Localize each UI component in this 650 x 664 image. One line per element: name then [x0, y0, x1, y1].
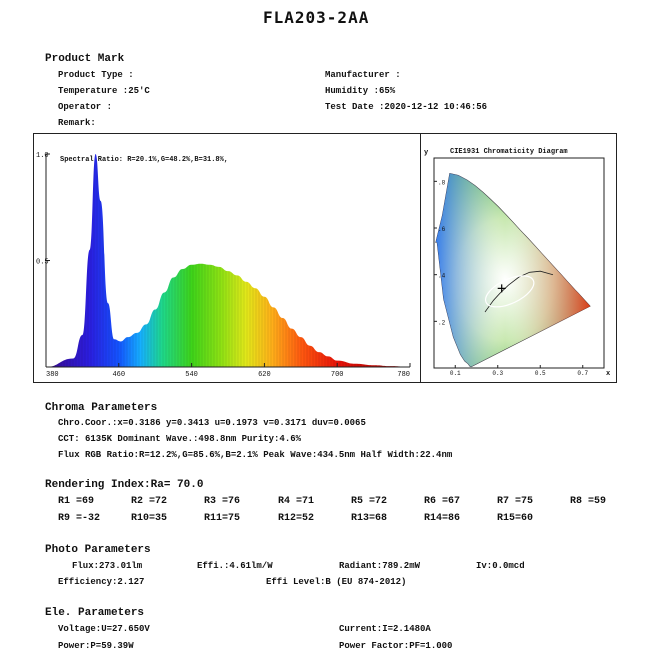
r10-value: R10=35 — [131, 513, 168, 524]
chroma-heading: Chroma Parameters — [45, 402, 158, 414]
cie-y-tick-label: .6 — [438, 226, 446, 233]
spectrum-y-tick-label: 0.5 — [36, 258, 49, 267]
humidity-label: Humidity :65% — [325, 86, 396, 96]
current-value: Current:I=2.1480A — [339, 624, 431, 634]
spectrum-x-tick-label: 460 — [112, 371, 126, 376]
effi-value: Effi.:4.61lm/W — [197, 561, 273, 571]
cie-chart — [424, 136, 614, 376]
cie-frame-divider — [420, 133, 421, 383]
r15-value: R15=60 — [497, 513, 534, 524]
cie-y-tick-label: .8 — [438, 179, 446, 187]
product-type-label: Product Type : — [58, 70, 134, 80]
manufacturer-label: Manufacturer : — [325, 70, 401, 80]
iv-value: Iv:0.0mcd — [476, 561, 525, 571]
cie-x-tick-label: 0.5 — [534, 370, 546, 376]
effi-level-value: Effi Level:B (EU 874-2012) — [266, 577, 407, 587]
cie-x-tick-label: 0.1 — [449, 370, 461, 376]
spectrum-x-tick-label: 380 — [46, 371, 59, 376]
voltage-value: Voltage:U=27.650V — [58, 624, 150, 634]
cie-x-axis-label: x — [606, 370, 611, 376]
cie-y-tick-label: .4 — [438, 272, 446, 280]
r11-value: R11=75 — [204, 513, 241, 524]
r5-value: R5 =72 — [351, 496, 388, 507]
r13-value: R13=68 — [351, 513, 388, 524]
cie-content — [424, 149, 611, 376]
r4-value: R4 =71 — [278, 496, 315, 507]
r9-value: R9 =-32 — [58, 513, 101, 524]
report-title: FLA203-2AA — [263, 8, 370, 27]
cie-x-tick-label: 0.7 — [577, 370, 589, 376]
cie-y-axis-label: y — [424, 149, 429, 157]
cie-x-tick-label: 0.3 — [492, 370, 504, 376]
radiant-value: Radiant:789.2mW — [339, 561, 421, 571]
chroma-line-3: Flux RGB Ratio:R=12.2%,G=85.6%,B=2.1% Peak Wave:434.5nm Half Width:22.4nm — [58, 450, 453, 460]
power-value: Power:P=59.39W — [58, 641, 134, 651]
test-date-label: Test Date :2020-12-12 10:46:56 — [325, 102, 488, 112]
cie-y-tick-label: .2 — [438, 319, 446, 327]
spectral-ratio-annotation: Spectral Ratio: R=20.1%,G=48.2%,B=31.8%, — [60, 156, 229, 164]
r2-value: R2 =72 — [131, 496, 168, 507]
spectrum-x-tick-label: 540 — [185, 371, 198, 376]
flux-value: Flux:273.01lm — [72, 561, 143, 571]
remark-label: Remark: — [58, 118, 96, 128]
spectrum-x-tick-label: 700 — [330, 371, 344, 376]
spectrum-x-tick-label: 780 — [397, 371, 410, 376]
product-mark-heading: Product Mark — [45, 53, 125, 65]
chroma-line-2: CCT: 6135K Dominant Wave.:498.8nm Purity:4.6% — [58, 434, 302, 444]
r7-value: R7 =75 — [497, 496, 534, 507]
r8-value: R8 =59 — [570, 496, 607, 507]
r12-value: R12=52 — [278, 513, 315, 524]
ele-heading: Ele. Parameters — [45, 607, 145, 619]
cie-locus-tint — [436, 173, 591, 366]
r6-value: R6 =67 — [424, 496, 461, 507]
chroma-line-1: Chro.Coor.:x=0.3186 y=0.3413 u=0.1973 v=0.3171 duv=0.0065 — [58, 418, 366, 428]
r3-value: R3 =76 — [204, 496, 241, 507]
spectrum-x-tick-label: 620 — [258, 371, 271, 376]
r1-value: R1 =69 — [58, 496, 95, 507]
rendering-index-heading: Rendering Index:Ra= 70.0 — [45, 479, 204, 491]
photo-heading: Photo Parameters — [45, 544, 151, 556]
power-factor-value: Power Factor:PF=1.000 — [339, 641, 453, 651]
spectrum-y-tick-label: 1.0 — [36, 152, 49, 160]
r14-value: R14=86 — [424, 513, 461, 524]
temperature-label: Temperature :25'C — [58, 86, 150, 96]
efficiency-value: Efficiency:2.127 — [58, 577, 145, 587]
spectrum-area — [46, 154, 410, 367]
operator-label: Operator : — [58, 102, 113, 112]
spectrum-chart — [36, 136, 416, 376]
cie-title: CIE1931 Chromaticity Diagram — [450, 148, 568, 156]
